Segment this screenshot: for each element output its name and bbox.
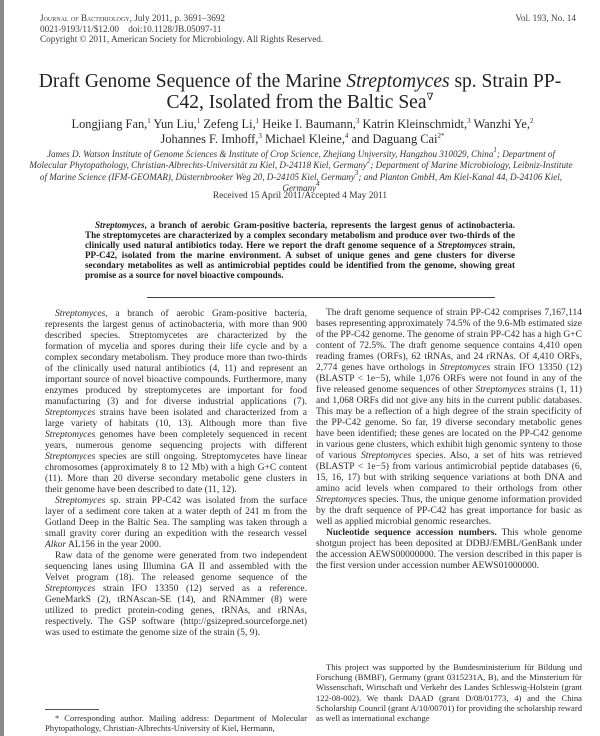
abstract: Streptomyces, a branch of aerobic Gram-positive bacteria, represents the largest genus of actinobacteria. The streptomycetes are characterized by a complex secondary metabolism and produce over two-thirds of the clinically used natural antibiotics today. Here we report the draft genome sequence of a Streptomyces strain, PP-C42, isolated from the marine environment. A subset of unique genes and gene clusters for diverse secondary metabolites as well as antimicrobial peptides could be identified from the genome, showing great promise as a source for novel bioactive compounds.	[85, 220, 515, 281]
received-accepted-dates: Received 15 April 2011/Accepted 4 May 2011	[212, 191, 388, 201]
paragraph-accession: Nucleotide sequence accession numbers. This whole genome shotgun project has been deposited at DDBJ/EMBL/GenBank under the accession AEWS00000000. The version described in this paper is the first version under accession number AEWS01000000.	[316, 528, 582, 571]
author: Wanzhi Ye,$^2$	[473, 117, 534, 131]
paragraph: Raw data of the genome were generated from two independent sequencing lanes using Illumina GA II and assembled with the Velvet program (18). The released genome sequence of the Streptomyces strain IFO 13350 (12) served as a reference. GeneMarkS (2), tRNAscan-SE (14), and RNAmmer (8) were utilized to predict protein-coding genes, tRNAs, and rRNAs, respectively. The GSP software (http://gsizepred.sourceforge.net) was used to estimate the genome size of the strain (5, 9).	[45, 551, 307, 638]
copyright: Copyright © 2011, American Society for Microbiology. All Rights Reserved.	[40, 34, 324, 45]
viewer-left-edge	[0, 0, 4, 736]
volume-number: Vol. 193, No. 14	[515, 13, 576, 23]
title-text: Draft Genome Sequence of the Marine	[38, 71, 347, 92]
author: Yun Liu,$^1$	[153, 117, 201, 131]
section-divider	[147, 297, 495, 298]
journal-citation	[40, 13, 570, 24]
paragraph: The draft genome sequence of strain PP-C42 comprises 7,167,114 bases representing approximately 74.5% of the 9.6-Mb estimated size of the PP-C42 genome. The genome of strain PP-C42 has a high G+C content of 72.5%. The draft genome sequence contains 4,410 open reading frames (ORFs), 62 tRNAs, and 24 rRNAs. Of 4,410 ORFs, 2,774 genes have orthologs in Streptomyces strain IFO 13350 (12) (BLASTP < 1e−5), while 1,076 ORFs were not found in any of the five released genome sequences of other Streptomyces strains (1, 11) and 1,068 ORFs did not give any hits in the current public databases. This may be a reflection of a high degree of the strain specificity of the PP-C42 genome. So far, 19 diverse secondary metabolic genes have been identified; these genes are located on the PP-C42 genome in various gene clusters, which exhibit high genomic synteny to those of various Streptomyces species. Also, a set of hits was retrieved (BLASTP < 1e−5) from various antimicrobial peptide databases (6, 15, 16, 17) but with striking sequence variations at both DNA and amino acid levels when compared to their orthologs from other Streptomyces species. Thus, the unique genome information provided by the draft sequence of PP-C42 has great importance for basic as well as applied microbial genomic researches.	[316, 308, 583, 527]
accession-heading: Nucleotide sequence accession numbers.	[326, 528, 497, 538]
left-column	[45, 309, 307, 639]
author: Zefeng Li,$^1$	[203, 117, 260, 131]
journal-header	[40, 13, 576, 45]
journal-name: Journal of Bacteriology	[40, 13, 130, 23]
paragraph: Streptomyces, a branch of aerobic Gram-positive bacteria, represents the largest genus of actinobacteria, with more than 900 described species. Streptomycetes are characterized by the formation of mycelia and spores during their life cycle and by a complex secondary metabolism. They produce more than two-thirds of the clinically used natural antibiotics (4, 11) and represent an important source of novel bioactive compounds. Furthermore, many enzymes produced by streptomycetes are important for food manufacturing (3) and for diverse industrial applications (7). Streptomyces strains have been isolated and characterized from a large variety of habitats (10, 13). Although more than five Streptomyces genomes have been completely sequenced in recent years, numerous genome sequencing projects with different Streptomyces species are still ongoing. Streptomycetes have linear chromosomes (approximately 8 to 12 Mb) with a high G+C content (11). More than 20 diverse secondary metabolic gene clusters in their genome have been described to date (11, 12).	[45, 309, 307, 495]
issn-doi: 0021-9193/11/$12.00 doi:10.1128/JB.05097-11	[40, 23, 222, 34]
author: Katrin Kleinschmidt,$^3$	[362, 117, 471, 131]
paragraph: Streptomyces sp. strain PP-C42 was isolated from the surface layer of a sediment core taken at a water depth of 241 m from the Gotland Deep in the Baltic Sea. The sampling was taken through a small gravity corer during an expedition with the research vessel Alkor AL156 in the year 2000.	[45, 496, 307, 550]
author: Michael Kleine,$^4$	[265, 132, 349, 146]
right-column	[316, 308, 582, 572]
title-text-2: sp. Strain PP-C42, Isolated from the Baltic Sea	[166, 71, 562, 113]
footnote-divider	[45, 709, 99, 710]
paper-title	[30, 71, 570, 113]
issue-info: , July 2011, p. 3691–3692	[129, 13, 226, 23]
author: Longjiang Fan,$^1$	[71, 117, 151, 131]
title-genus: Streptomyces	[346, 71, 450, 92]
title-footnote-mark: ∇	[426, 92, 434, 103]
author: Johannes F. Imhoff,$^3$	[160, 132, 262, 146]
author: Heike I. Baumann,$^3$	[262, 117, 360, 131]
author: and Daguang Cai$^{2*}$	[351, 132, 445, 146]
acknowledgment: This project was supported by the Bundesministerium für Bildung und Forschung (BMBF), Germany (grant 0315231A, B), and the Minsterium für Wissenschaft, Wirtschaft und Verkehr des Landes Schleswig-Holstein (grant 122-08-002). We thank DAAD (grant D/08/01773, 4) and the China Scholarship Council (grant A/10/00701) for providing the scholarship reward as well as international exchange	[316, 662, 582, 724]
author-list	[30, 117, 575, 147]
corresponding-author-footnote: * Corresponding author. Mailing address: Department of Molecular Phytopathology, Christian-Albrechts-University of Kiel, Hermann,	[45, 713, 307, 734]
affiliations: James D. Watson Institute of Genome Sciences & Institute of Crop Science, Zhejiang University, Hangzhou 310029, China$^1$; Department of Molecular Phytopathology, Christian-Albrechts-Universität zu Kiel, D-24118 Kiel, Germany$^2$; Department of Marine Microbiology, Leibniz-Institute of Marine Science (IFM-GEOMAR), Düsternbrooker Weg 20, D-24105 Kiel, Germany$^3$; and Planton GmbH, Am Kiel-Kanal 44, D-24106 Kiel, Germany$^4$	[29, 146, 573, 194]
